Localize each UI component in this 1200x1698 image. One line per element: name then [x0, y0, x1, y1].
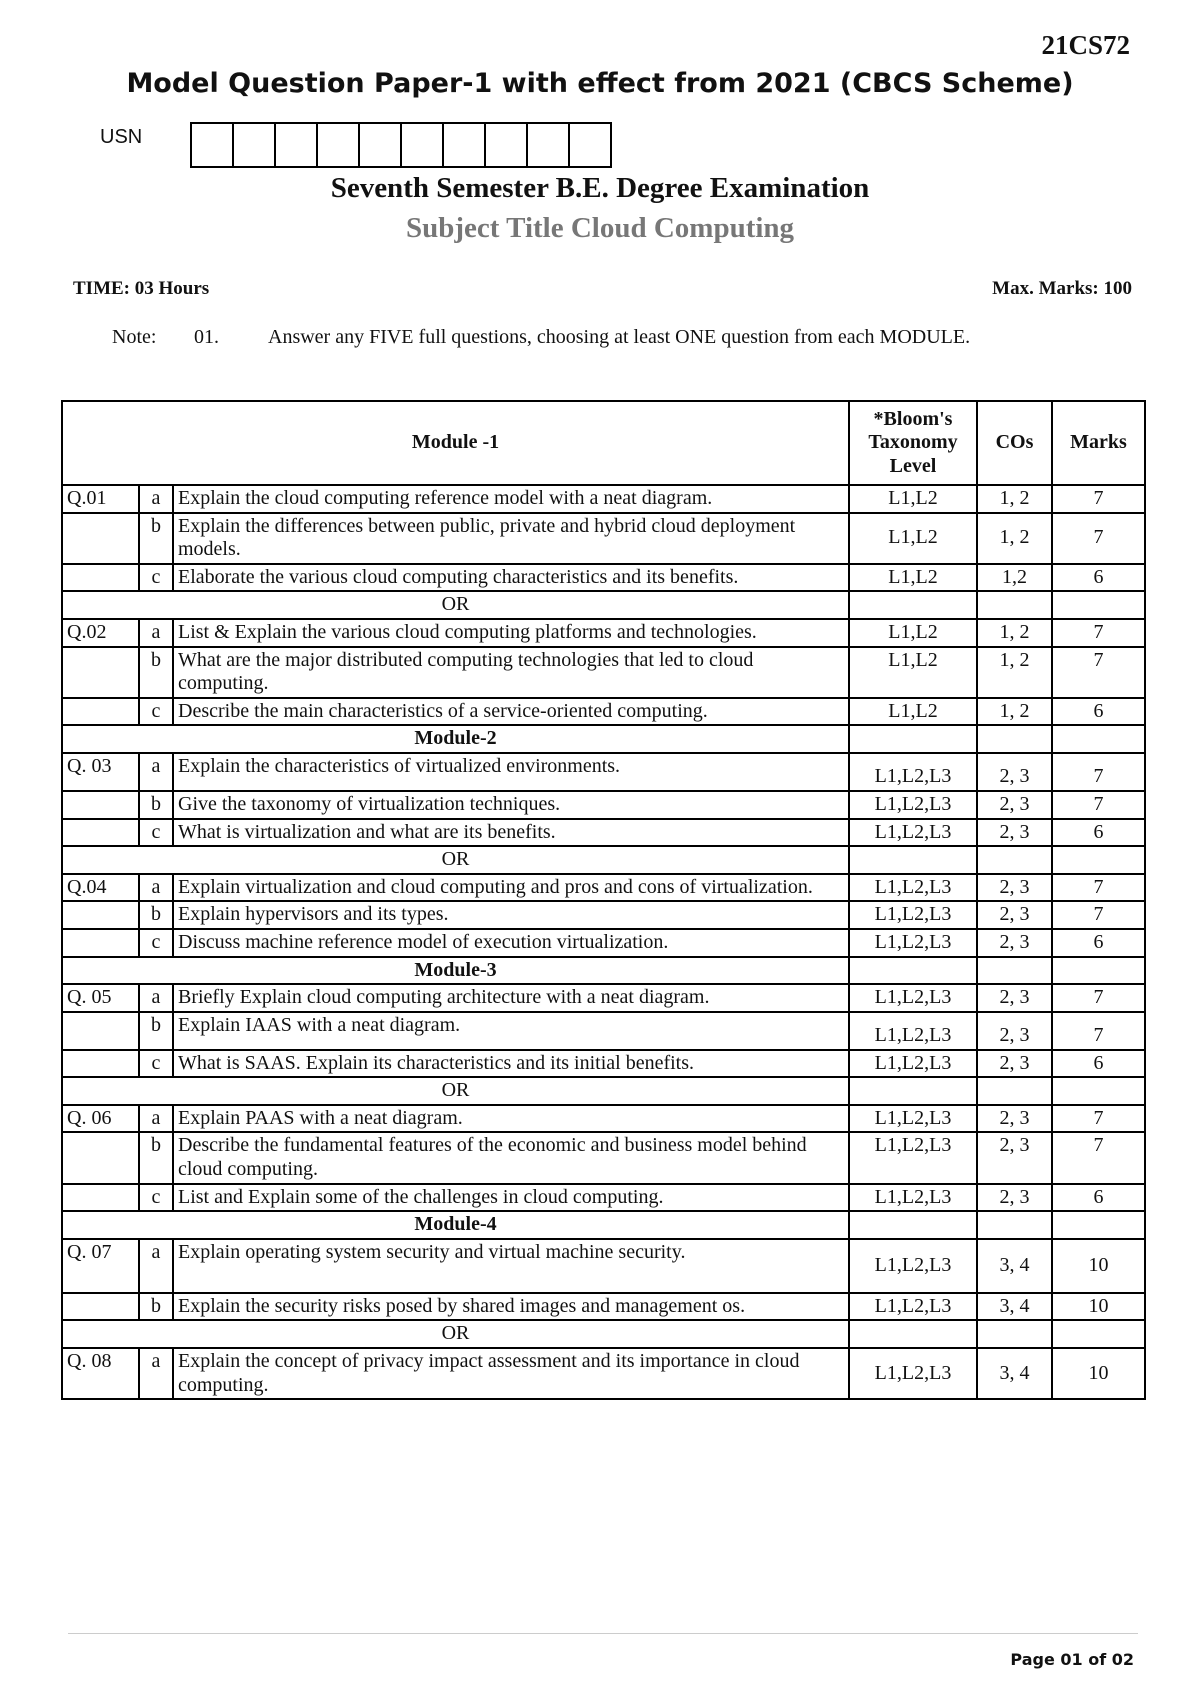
bloom-level: L1,L2,L3	[849, 984, 977, 1012]
course-outcomes: 2, 3	[977, 791, 1052, 819]
course-outcomes: 2, 3	[977, 1184, 1052, 1212]
usn-box	[318, 124, 360, 166]
marks: 7	[1052, 1012, 1145, 1050]
bloom-level: L1,L2,L3	[849, 1012, 977, 1050]
or-row	[62, 1320, 1145, 1348]
page-number: Page 01 of 02	[1010, 1650, 1134, 1669]
question-text: Explain the cloud computing reference model with a neat diagram.	[173, 485, 849, 513]
subject-code: 21CS72	[1041, 30, 1130, 60]
marks: 7	[1052, 753, 1145, 791]
question-text: What is SAAS. Explain its characteristics and its initial benefits.	[173, 1050, 849, 1078]
questions-table	[61, 400, 1146, 1400]
marks: 6	[1052, 698, 1145, 726]
marks: 7	[1052, 791, 1145, 819]
question-number	[62, 647, 139, 698]
bloom-level: L1,L2,L3	[849, 1293, 977, 1321]
module-row	[62, 957, 1145, 985]
course-outcomes: 1,2	[977, 564, 1052, 592]
table-row	[62, 1293, 1145, 1321]
module-heading: Module-2	[62, 725, 849, 753]
bloom-level: L1,L2	[849, 619, 977, 647]
question-number: Q. 05	[62, 984, 139, 1012]
question-text: Explain PAAS with a neat diagram.	[173, 1105, 849, 1133]
question-number: Q.04	[62, 874, 139, 902]
table-row	[62, 647, 1145, 698]
marks: 10	[1052, 1293, 1145, 1321]
table-row	[62, 901, 1145, 929]
or-row	[62, 1077, 1145, 1105]
question-text: What are the major distributed computing technologies that led to cloud computing.	[173, 647, 849, 698]
course-outcomes: 3, 4	[977, 1293, 1052, 1321]
course-outcomes: 2, 3	[977, 874, 1052, 902]
table-row	[62, 1348, 1145, 1399]
table-row	[62, 1050, 1145, 1078]
question-text: Explain the security risks posed by shared images and management os.	[173, 1293, 849, 1321]
question-part: b	[139, 1012, 173, 1050]
marks: 7	[1052, 485, 1145, 513]
question-text: Give the taxonomy of virtualization techniques.	[173, 791, 849, 819]
course-outcomes: 2, 3	[977, 1012, 1052, 1050]
question-text: What is virtualization and what are its benefits.	[173, 819, 849, 847]
or-row	[62, 591, 1145, 619]
course-outcomes: 3, 4	[977, 1239, 1052, 1293]
marks: 7	[1052, 647, 1145, 698]
table-row	[62, 698, 1145, 726]
question-part: b	[139, 513, 173, 564]
marks: 7	[1052, 874, 1145, 902]
question-number	[62, 513, 139, 564]
question-number: Q. 03	[62, 753, 139, 791]
max-marks: Max. Marks: 100	[992, 278, 1132, 299]
table-row	[62, 1132, 1145, 1183]
question-part: a	[139, 485, 173, 513]
bloom-level: L1,L2	[849, 513, 977, 564]
question-part: c	[139, 1050, 173, 1078]
usn-label: USN	[100, 126, 143, 148]
bloom-level: L1,L2	[849, 698, 977, 726]
bloom-level: L1,L2,L3	[849, 929, 977, 957]
course-outcomes: 2, 3	[977, 1105, 1052, 1133]
question-text: Describe the fundamental features of the economic and business model behind cloud computing.	[173, 1132, 849, 1183]
cos-header: COs	[977, 401, 1052, 485]
bloom-level: L1,L2,L3	[849, 1184, 977, 1212]
question-text: Explain the differences between public, private and hybrid cloud deployment models.	[173, 513, 849, 564]
usn-box	[444, 124, 486, 166]
or-separator: OR	[62, 1077, 849, 1105]
marks: 7	[1052, 1132, 1145, 1183]
or-separator: OR	[62, 846, 849, 874]
question-number: Q.02	[62, 619, 139, 647]
question-part: b	[139, 1132, 173, 1183]
bloom-level: L1,L2,L3	[849, 1132, 977, 1183]
question-part: a	[139, 874, 173, 902]
question-text: List and Explain some of the challenges in cloud computing.	[173, 1184, 849, 1212]
or-separator: OR	[62, 1320, 849, 1348]
usn-box	[360, 124, 402, 166]
question-part: c	[139, 929, 173, 957]
note-number: 01.	[194, 326, 219, 348]
usn-boxes	[190, 122, 612, 168]
question-text: List & Explain the various cloud computing platforms and technologies.	[173, 619, 849, 647]
table-row	[62, 819, 1145, 847]
marks: 7	[1052, 984, 1145, 1012]
question-text: Explain the characteristics of virtualized environments.	[173, 753, 849, 791]
question-part: b	[139, 791, 173, 819]
course-outcomes: 1, 2	[977, 619, 1052, 647]
paper-title: Model Question Paper-1 with effect from 2021 (CBCS Scheme)	[126, 68, 1074, 99]
bloom-level: L1,L2,L3	[849, 819, 977, 847]
question-number	[62, 791, 139, 819]
question-text: Explain hypervisors and its types.	[173, 901, 849, 929]
usn-box	[276, 124, 318, 166]
usn-box	[528, 124, 570, 166]
table-row	[62, 1105, 1145, 1133]
question-number	[62, 819, 139, 847]
course-outcomes: 3, 4	[977, 1348, 1052, 1399]
footer-divider	[68, 1633, 1138, 1634]
question-number	[62, 929, 139, 957]
subject-title: Subject Title Cloud Computing	[405, 212, 795, 244]
marks: 7	[1052, 619, 1145, 647]
instructions-note	[112, 326, 970, 349]
question-part: a	[139, 984, 173, 1012]
table-row	[62, 564, 1145, 592]
note-label: Note:	[112, 326, 157, 348]
table-row	[62, 874, 1145, 902]
course-outcomes: 2, 3	[977, 901, 1052, 929]
usn-box	[570, 124, 612, 166]
table-row	[62, 1012, 1145, 1050]
question-part: b	[139, 1293, 173, 1321]
question-number: Q.01	[62, 485, 139, 513]
bloom-level: L1,L2	[849, 647, 977, 698]
bloom-header: *Bloom's Taxonomy Level	[849, 401, 977, 485]
question-number	[62, 564, 139, 592]
bloom-level: L1,L2,L3	[849, 1105, 977, 1133]
question-number	[62, 1012, 139, 1050]
question-part: c	[139, 698, 173, 726]
table-row	[62, 619, 1145, 647]
question-number	[62, 901, 139, 929]
question-text: Discuss machine reference model of execution virtualization.	[173, 929, 849, 957]
module-heading: Module -1	[62, 401, 849, 485]
question-part: a	[139, 619, 173, 647]
table-row	[62, 984, 1145, 1012]
question-text: Explain operating system security and virtual machine security.	[173, 1239, 849, 1293]
module-row	[62, 725, 1145, 753]
bloom-level: L1,L2	[849, 485, 977, 513]
course-outcomes: 2, 3	[977, 984, 1052, 1012]
question-number	[62, 698, 139, 726]
bloom-level: L1,L2,L3	[849, 874, 977, 902]
course-outcomes: 1, 2	[977, 513, 1052, 564]
question-number	[62, 1132, 139, 1183]
bloom-level: L1,L2	[849, 564, 977, 592]
question-part: a	[139, 1348, 173, 1399]
question-text: Explain virtualization and cloud computing and pros and cons of virtualization.	[173, 874, 849, 902]
marks: 6	[1052, 929, 1145, 957]
module-heading: Module-4	[62, 1211, 849, 1239]
course-outcomes: 2, 3	[977, 1132, 1052, 1183]
marks: 6	[1052, 1050, 1145, 1078]
table-row	[62, 1239, 1145, 1293]
question-text: Explain IAAS with a neat diagram.	[173, 1012, 849, 1050]
question-number	[62, 1050, 139, 1078]
question-text: Briefly Explain cloud computing architecture with a neat diagram.	[173, 984, 849, 1012]
question-part: a	[139, 1239, 173, 1293]
question-part: b	[139, 647, 173, 698]
question-text: Explain the concept of privacy impact assessment and its importance in cloud computing.	[173, 1348, 849, 1399]
table-row	[62, 513, 1145, 564]
bloom-level: L1,L2,L3	[849, 901, 977, 929]
question-part: c	[139, 819, 173, 847]
table-row	[62, 929, 1145, 957]
question-number	[62, 1184, 139, 1212]
course-outcomes: 2, 3	[977, 1050, 1052, 1078]
table-header-row	[62, 401, 1145, 485]
usn-box	[234, 124, 276, 166]
marks: 7	[1052, 1105, 1145, 1133]
question-part: b	[139, 901, 173, 929]
course-outcomes: 1, 2	[977, 485, 1052, 513]
question-number	[62, 1293, 139, 1321]
course-outcomes: 2, 3	[977, 819, 1052, 847]
question-number: Q. 07	[62, 1239, 139, 1293]
question-part: c	[139, 1184, 173, 1212]
bloom-level: L1,L2,L3	[849, 791, 977, 819]
module-heading: Module-3	[62, 957, 849, 985]
marks: 7	[1052, 513, 1145, 564]
or-row	[62, 846, 1145, 874]
marks: 10	[1052, 1348, 1145, 1399]
marks: 6	[1052, 1184, 1145, 1212]
table-row	[62, 753, 1145, 791]
question-part: a	[139, 753, 173, 791]
table-row	[62, 1184, 1145, 1212]
note-text: Answer any FIVE full questions, choosing at least ONE question from each MODULE.	[268, 326, 971, 348]
question-text: Elaborate the various cloud computing characteristics and its benefits.	[173, 564, 849, 592]
table-row	[62, 791, 1145, 819]
bloom-level: L1,L2,L3	[849, 753, 977, 791]
exam-time: TIME: 03 Hours	[73, 278, 210, 299]
or-separator: OR	[62, 591, 849, 619]
bloom-level: L1,L2,L3	[849, 1348, 977, 1399]
marks: 10	[1052, 1239, 1145, 1293]
table-row	[62, 485, 1145, 513]
marks: 7	[1052, 901, 1145, 929]
question-text: Describe the main characteristics of a service-oriented computing.	[173, 698, 849, 726]
usn-box	[192, 124, 234, 166]
marks: 6	[1052, 819, 1145, 847]
course-outcomes: 1, 2	[977, 698, 1052, 726]
course-outcomes: 2, 3	[977, 929, 1052, 957]
bloom-level: L1,L2,L3	[849, 1239, 977, 1293]
question-number: Q. 06	[62, 1105, 139, 1133]
marks: 6	[1052, 564, 1145, 592]
course-outcomes: 1, 2	[977, 647, 1052, 698]
question-part: c	[139, 564, 173, 592]
exam-title: Seventh Semester B.E. Degree Examination	[330, 172, 870, 204]
question-number: Q. 08	[62, 1348, 139, 1399]
marks-header: Marks	[1052, 401, 1145, 485]
module-row	[62, 1211, 1145, 1239]
bloom-level: L1,L2,L3	[849, 1050, 977, 1078]
question-part: a	[139, 1105, 173, 1133]
usn-box	[402, 124, 444, 166]
usn-box	[486, 124, 528, 166]
course-outcomes: 2, 3	[977, 753, 1052, 791]
